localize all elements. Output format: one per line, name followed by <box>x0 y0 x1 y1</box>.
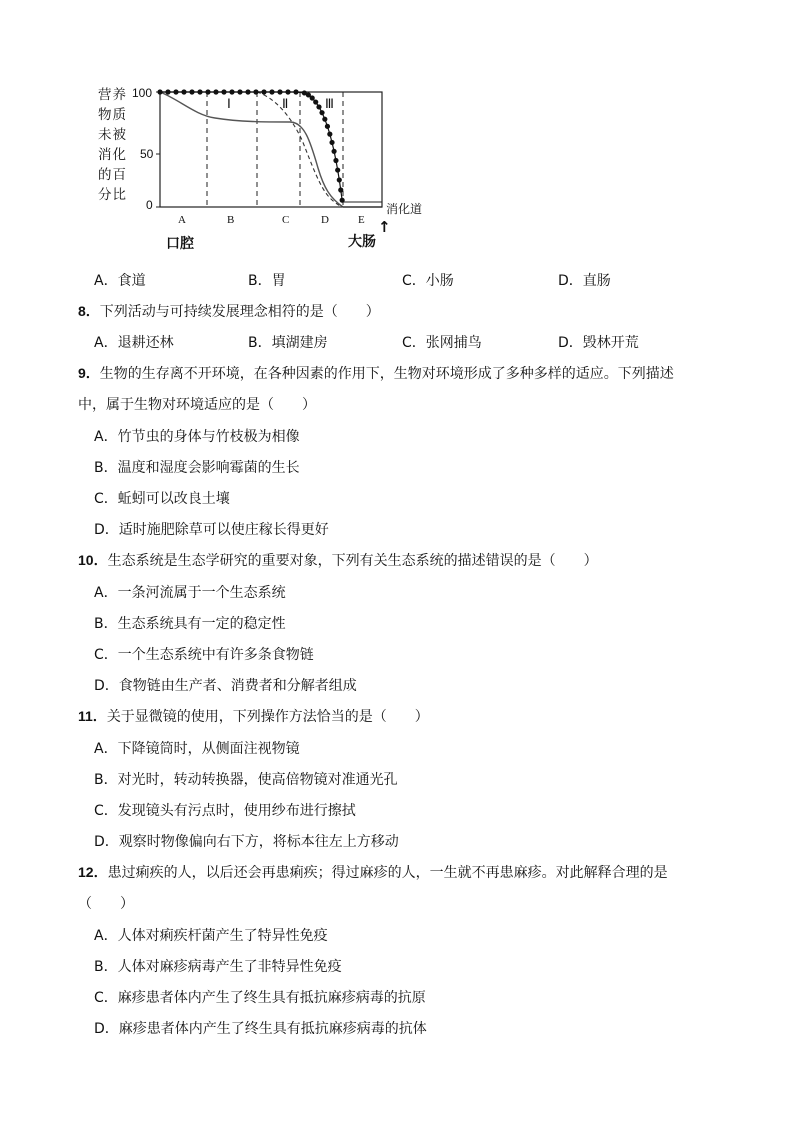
chart-frame <box>160 92 382 207</box>
segment-e: E <box>358 214 365 226</box>
q11-option-a[interactable]: A．下降镜筒时，从侧面注视物镜 <box>94 741 300 757</box>
question-number: 9． <box>78 365 100 381</box>
curve-iii-dot <box>165 89 170 94</box>
curve-iii-dot <box>329 140 334 145</box>
curve-iii-dot <box>285 89 290 94</box>
question-number: 8． <box>78 303 100 319</box>
q9-option-a[interactable]: A．竹节虫的身体与竹枝极为相像 <box>94 429 300 445</box>
ytick-label-100: 100 <box>132 86 153 100</box>
x-axis-label: 消化道 <box>386 202 423 216</box>
curve-iii-dot <box>189 89 194 94</box>
q9-stem-line1 <box>78 363 674 383</box>
question-number: 10． <box>78 552 108 568</box>
q11-option-b[interactable]: B．对光时，转动转换器，使高倍物镜对准通光孔 <box>94 772 398 788</box>
question-text: 生物的生存离不开环境，在各种因素的作用下，生物对环境形成了多种多样的适应。下列描述 <box>99 366 674 382</box>
curve-iii-line <box>160 92 342 200</box>
question-text: 患过痢疾的人，以后还会再患痢疾；得过麻疹的人，一生就不再患麻疹。对此解释合理的是 <box>107 865 668 881</box>
q7-option-d[interactable]: D．直肠 <box>558 273 611 289</box>
curve-iii-dot <box>157 89 162 94</box>
curve-iii-dot <box>253 89 258 94</box>
q8-option-c[interactable]: C．张网捕鸟 <box>402 335 482 351</box>
q11-option-d[interactable]: D．观察时物像偏向右下方，将标本往左上方移动 <box>94 834 399 850</box>
q9-option-c[interactable]: C．蚯蚓可以改良土壤 <box>94 491 230 507</box>
q12-stem-line2: （ ） <box>78 896 134 912</box>
curve-iii-dot <box>229 89 234 94</box>
q12-option-b[interactable]: B．人体对麻疹病毒产生了非特异性免疫 <box>94 959 342 975</box>
curve-iii-dot <box>340 198 345 203</box>
q7-option-b[interactable]: B．胃 <box>248 273 286 289</box>
curve-iii-dot <box>327 132 332 137</box>
ylabel-line: 分比 <box>98 187 127 203</box>
curve-iii-dot <box>237 89 242 94</box>
ylabel-line: 消化 <box>98 147 127 163</box>
q8-option-b[interactable]: B．填湖建房 <box>248 335 328 351</box>
region-iii-label: Ⅲ <box>325 96 334 111</box>
curve-iii-dot <box>205 89 210 94</box>
question-number: 12． <box>78 864 108 880</box>
ytick-label-50: 50 <box>140 147 154 161</box>
q10-option-c[interactable]: C．一个生态系统中有许多条食物链 <box>94 647 314 663</box>
q10-option-d[interactable]: D．食物链由生产者、消费者和分解者组成 <box>94 678 357 694</box>
q11-option-c[interactable]: C．发现镜头有污点时，使用纱布进行擦拭 <box>94 803 356 819</box>
curve-iii-dot <box>261 89 266 94</box>
curve-iii-dot <box>269 89 274 94</box>
curve-iii-dot <box>173 89 178 94</box>
question-text: 关于显微镜的使用，下列操作方法恰当的是（ ） <box>106 709 429 725</box>
curve-iii-dot <box>310 95 315 100</box>
curve-iii-dot <box>277 89 282 94</box>
q9-option-d[interactable]: D．适时施肥除草可以使庄稼长得更好 <box>94 522 329 538</box>
question-text: 生态系统是生态学研究的重要对象，下列有关生态系统的描述错误的是（ ） <box>107 553 598 569</box>
ylabel-line: 未被 <box>98 127 127 143</box>
curve-iii-dot <box>245 89 250 94</box>
q8-stem <box>78 301 380 321</box>
q10-option-b[interactable]: B．生态系统具有一定的稳定性 <box>94 616 286 632</box>
q11-stem <box>78 706 429 726</box>
q12-option-a[interactable]: A．人体对痢疾杆菌产生了特异性免疫 <box>94 928 328 944</box>
segment-b: B <box>227 214 235 226</box>
q10-option-a[interactable]: A．一条河流属于一个生态系统 <box>94 585 286 601</box>
curve-iii-dot <box>325 124 330 129</box>
curve-iii-dot <box>319 110 324 115</box>
q8-option-d[interactable]: D．毁林开荒 <box>558 335 639 351</box>
q7-option-c[interactable]: C．小肠 <box>402 273 454 289</box>
curve-i <box>160 92 343 207</box>
curve-iii-dot <box>331 149 336 154</box>
curve-iii-dot <box>221 89 226 94</box>
curve-iii-dot <box>181 89 186 94</box>
digestion-chart <box>90 80 440 255</box>
question-number: 11． <box>78 708 107 724</box>
arrow-up-icon: ↑ <box>378 218 391 236</box>
curve-iii-dot <box>338 187 343 192</box>
segment-d: D <box>321 214 329 226</box>
q12-option-c[interactable]: C．麻疹患者体内产生了终生具有抵抗麻疹病毒的抗原 <box>94 990 426 1006</box>
ylabel-line: 物质 <box>98 107 127 123</box>
ytick-label-0: 0 <box>146 198 153 212</box>
question-text: 下列活动与可持续发展理念相符的是（ ） <box>99 304 380 320</box>
large-intestine-label: 大肠 <box>348 234 376 250</box>
q9-stem-line2: 中，属于生物对环境适应的是（ ） <box>78 397 316 413</box>
q8-option-a[interactable]: A．退耕还林 <box>94 335 174 351</box>
q7-option-a[interactable]: A．食道 <box>94 273 146 289</box>
ylabel-line: 的百 <box>98 167 127 183</box>
curve-iii-dot <box>316 104 321 109</box>
curve-iii-dot <box>322 117 327 122</box>
curve-iii-dot <box>197 89 202 94</box>
curve-iii-dot <box>337 177 342 182</box>
q10-stem <box>78 550 598 570</box>
q9-option-b[interactable]: B．温度和湿度会影响霉菌的生长 <box>94 460 300 476</box>
curve-iii-dot <box>333 158 338 163</box>
region-i-label: Ⅰ <box>227 96 231 111</box>
q12-stem-line1 <box>78 862 668 882</box>
curve-iii-dot <box>293 89 298 94</box>
curve-iii-dot <box>313 99 318 104</box>
ylabel-line: 营养 <box>98 87 127 103</box>
y-axis-label <box>98 85 132 205</box>
region-ii-label: Ⅱ <box>282 96 289 111</box>
curve-iii-dot <box>213 89 218 94</box>
segment-c: C <box>282 214 290 226</box>
segment-a: A <box>178 214 186 226</box>
curve-iii-dot <box>335 167 340 172</box>
mouth-label: 口腔 <box>166 236 194 252</box>
q12-option-d[interactable]: D．麻疹患者体内产生了终生具有抵抗麻疹病毒的抗体 <box>94 1021 427 1037</box>
